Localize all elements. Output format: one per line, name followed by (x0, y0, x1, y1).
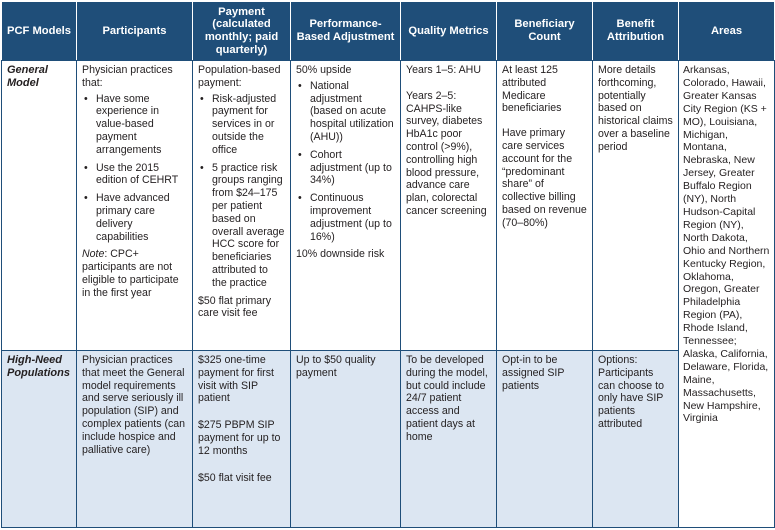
general-model-row (2, 61, 775, 351)
list-item: • Have advanced primary care delivery capabilities (96, 192, 187, 243)
high-need-payment-3: $50 flat visit fee (198, 471, 272, 484)
general-participants-note (82, 248, 187, 299)
high-need-beneficiary: Opt-in to be assigned SIP patients (497, 351, 593, 528)
general-adjustment-cell (291, 61, 401, 351)
header-models: PCF Models (2, 2, 77, 61)
high-need-participants: Physician practices that meet the General model requirements and serve seriously ill population (SIP) and complex patients (can include hospice and palliative care) (77, 351, 193, 528)
general-beneficiary-1: At least 125 attributed Medicare beneficiaries (502, 64, 562, 115)
general-adjustment-upside: 50% upside (296, 64, 352, 76)
header-attribution: Benefit Attribution (593, 2, 679, 61)
header-payment: Payment (calculated monthly; paid quarterly) (193, 2, 291, 61)
high-need-adjustment: Up to $50 quality payment (291, 351, 401, 528)
header-quality: Quality Metrics (401, 2, 497, 61)
general-attribution-cell (593, 61, 679, 351)
list-item: • National adjustment (based on acute hospital utilization (AHU)) (310, 80, 395, 144)
general-adjustment-downside: 10% downside risk (296, 248, 385, 261)
general-quality-years2: Years 2–5: CAHPS-like survey, diabetes HbA1c poor control (>9%), controlling high blood pressure, advance care plan, colorectal cancer screening (406, 89, 487, 217)
list-item: • 5 practice risk groups ranging from $24–175 per patient based on overall average HCC score for beneficiaries attributed to the practice (212, 162, 285, 290)
high-need-attribution: Options: Participants can choose to only have SIP patients attributed (593, 351, 679, 528)
header-areas: Areas (679, 2, 775, 61)
general-participants-list (82, 93, 187, 244)
high-need-payment-cell (193, 351, 291, 528)
areas-list: Arkansas, Colorado, Hawaii, Greater Kansas City Region (KS + MO), Louisiana, Michigan, Montana, Nebraska, New Jersey, Greater Buffalo Region (NY), North Hudson-Capital Region (NY), North Dakota, Ohio and Northern Kentucky Region, Oklahoma, Oregon, Greater Philadelphia Region (PA), Rhode Island, Tennessee; Alaska, California, Delaware, Florida, Maine, Massachusetts, New Hampshire, Virginia (683, 64, 770, 425)
high-need-payment-2: $275 PBPM SIP payment for up to 12 months (198, 419, 281, 457)
general-quality-cell (401, 61, 497, 351)
general-beneficiary-cell (497, 61, 593, 351)
high-need-payment-1: $325 one-time payment for first visit with SIP patient (198, 354, 274, 405)
high-need-quality: To be developed during the model, but could include 24/7 patient access and patient days at home (401, 351, 497, 528)
list-item: • Have some experience in value-based payment arrangements (96, 93, 187, 157)
list-item: • Use the 2015 edition of CEHRT (96, 162, 187, 188)
header-row (2, 2, 775, 61)
high-need-row (2, 351, 775, 528)
header-beneficiary: Beneficiary Count (497, 2, 593, 61)
general-participants-cell (77, 61, 193, 351)
pcf-models-table (1, 1, 775, 528)
list-item: • Cohort adjustment (up to 34%) (310, 149, 395, 187)
high-need-label: High-Need Populations (2, 351, 77, 528)
general-model-label: General Model (2, 61, 77, 351)
general-quality-years1: Years 1–5: AHU (406, 64, 481, 76)
general-payment-list (198, 93, 285, 290)
general-payment-intro: Population-based payment: (198, 64, 281, 89)
list-item: • Continuous improvement adjustment (up to 16%) (310, 192, 395, 243)
general-beneficiary-2: Have primary care services account for the “predominant share” of collective billing based on revenue (70–80%) (502, 127, 587, 229)
general-attribution: More details forthcoming, potentially based on historical claims over a baseline period (598, 64, 673, 153)
note-text: : CPC+ participants are not eligible to participate in the first year (82, 248, 179, 299)
general-payment-fee: $50 flat primary care visit fee (198, 294, 272, 320)
general-payment-cell (193, 61, 291, 351)
header-participants: Participants (77, 2, 193, 61)
general-adjustment-list (296, 80, 395, 244)
list-item: • Risk-adjusted payment for services in or outside the office (212, 93, 285, 157)
note-label: Note (82, 248, 105, 261)
general-participants-intro: Physician practices that: (82, 64, 173, 89)
areas-cell (679, 61, 775, 528)
header-adjustment: Performance-Based Adjustment (291, 2, 401, 61)
